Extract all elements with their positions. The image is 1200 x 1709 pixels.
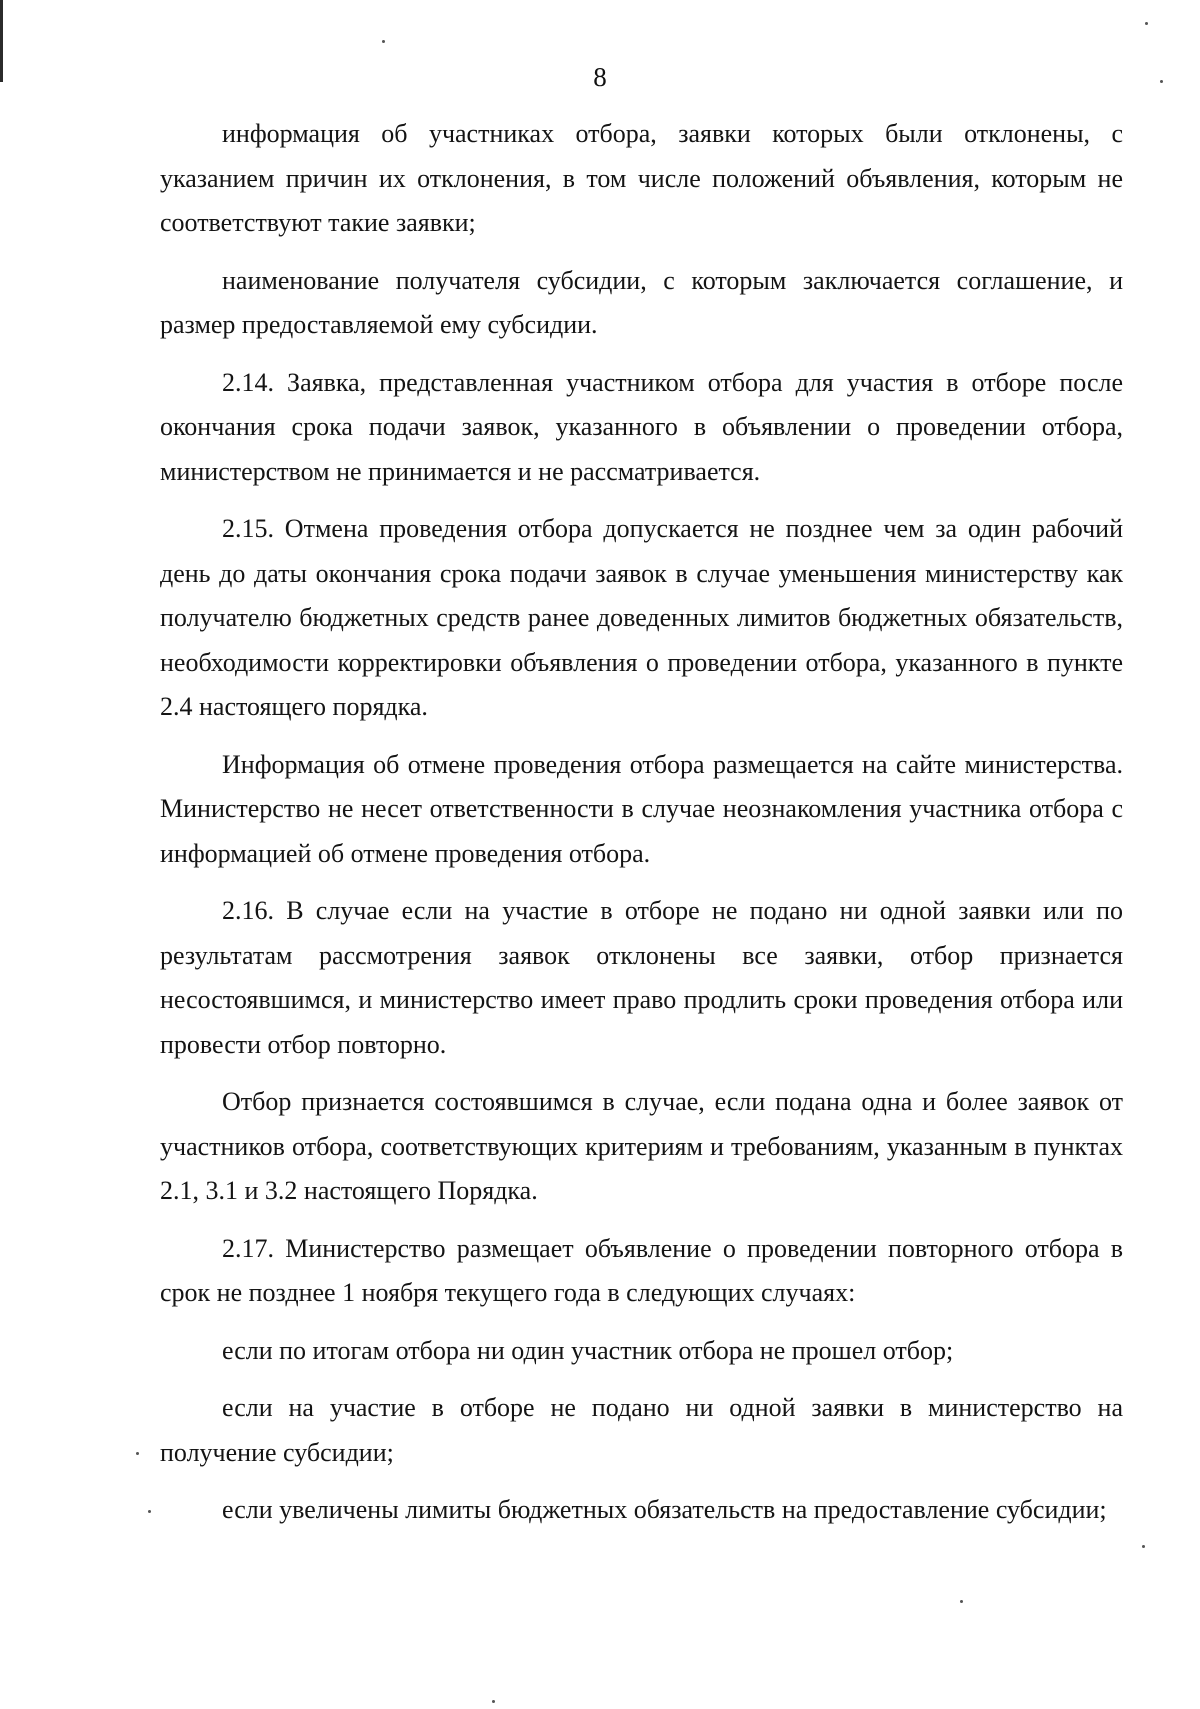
scan-speck [492,1700,495,1703]
paragraph-selection-valid: Отбор признается состоявшимся в случае, если подана одна и более заявок от участников отбора, соответствующих критериям и требованиям, указанным в пунктах 2.1, 3.1 и 3.2 настоящего Порядка. [160,1087,1123,1205]
paragraph-recipient-name: наименование получателя субсидии, с которым заключается соглашение, и размер предоставляемой ему субсидии. [160,265,1123,339]
scan-speck [1145,22,1148,25]
document-body [160,112,1123,1546]
paragraph-2-14: 2.14. Заявка, представленная участником отбора для участия в отборе после окончания срока подачи заявок, указанного в объявлении о проведении отбора, министерством не принимается и не рассматривается. [160,367,1123,486]
paragraph-case-no-pass: если по итогам отбора ни один участник отбора не прошел отбор; [222,1335,954,1365]
paragraph-participants-info: информация об участниках отбора, заявки которых были отклонены, с указанием причин их отклонения, в том числе положений объявления, которым не соответствуют такие заявки; [160,119,1123,237]
scan-speck [136,1452,139,1455]
page-number: 8 [593,62,607,92]
paragraph-2-15: 2.15. Отмена проведения отбора допускается не позднее чем за один рабочий день до даты окончания срока подачи заявок в случае уменьшения министерству как получателю бюджетных средств ранее доведенных лимитов бюджетных обязательств, необходимости корректировки объявления о проведении отбора, указанного в пункте 2.4 настоящего порядка. [160,514,1123,721]
scan-speck [960,1600,963,1603]
paragraph-case-no-applications: если на участие в отборе не подано ни одной заявки в министерство на получение субсидии; [160,1393,1123,1467]
paragraph-cancellation-info: Информация об отмене проведения отбора размещается на сайте министерства. Министерство не несет ответственности в случае неознакомления участника отбора с информацией об отмене проведения отбора. [160,749,1123,868]
scan-speck [148,1510,151,1513]
scan-speck [1142,1545,1145,1548]
paragraph-2-17: 2.17. Министерство размещает объявление о проведении повторного отбора в срок не позднее 1 ноября текущего года в следующих случаях: [160,1233,1123,1307]
scan-speck [1160,80,1163,83]
paragraph-case-limits-increased: если увеличены лимиты бюджетных обязательств на предоставление субсидии; [222,1495,1107,1524]
scan-speck [382,40,385,43]
paragraph-2-16: 2.16. В случае если на участие в отборе не подано ни одной заявки или по результатам рассмотрения заявок отклонены все заявки, отбор признается несостоявшимся, и министерство имеет право продлить сроки проведения отбора или провести отбор повторно. [160,896,1123,1059]
